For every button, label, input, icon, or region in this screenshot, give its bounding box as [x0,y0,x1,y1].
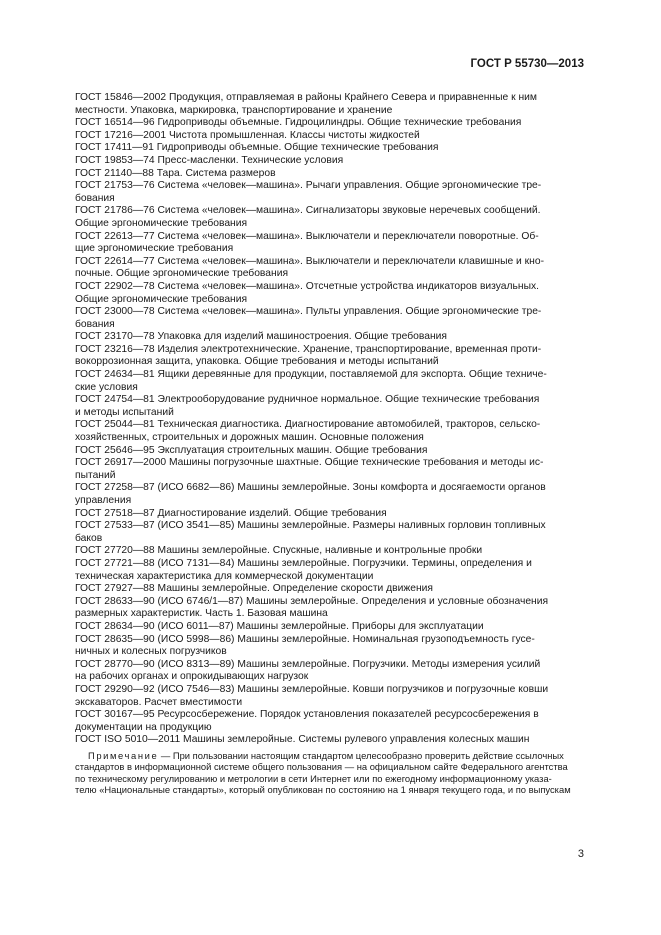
reference-entry-first-line: ГОСТ 22902—78 Система «человек—машина». Отсчетные устройства индикаторов визуальных. [75,280,540,292]
reference-entry [75,231,584,256]
reference-entry [75,734,584,747]
note-line: стандартов в информационной системе общего пользования — на официальном сайте Федерального агентства [75,761,568,773]
reference-entry-first-line: ГОСТ 21753—76 Система «человек—машина». Рычаги управления. Общие эргономические тре- [75,180,542,192]
reference-entry-first-line: ГОСТ 17411—91 Гидроприводы объемные. Общие технические требования [75,142,439,154]
reference-entry-first-line: ГОСТ 25646—95 Эксплуатация строительных машин. Общие требования [75,444,428,456]
reference-entry [75,558,584,583]
note-label: Примечание [88,750,159,761]
reference-entry-first-line: ГОСТ 28633—90 (ИСО 6746/1—87) Машины землеройные. Определения и условные обозначения [75,595,549,607]
reference-entry [75,180,584,205]
reference-entry-first-line: ГОСТ 28635—90 (ИСО 5998—86) Машины землеройные. Номинальная грузоподъемность гусе- [75,633,535,645]
reference-entry [75,168,584,181]
reference-entry-continuation: щие эргономические требования [75,243,234,255]
reference-entry [75,457,584,482]
reference-entry-first-line: ГОСТ 26917—2000 Машины погрузочные шахтные. Общие технические требования и методы ис- [75,457,544,469]
reference-entry [75,117,584,130]
reference-entry-first-line: ГОСТ 27720—88 Машины землеройные. Спускные, наливные и контрольные пробки [75,545,483,557]
reference-entry-continuation: экскаваторов. Расчет вместимости [75,696,243,708]
reference-entry [75,205,584,230]
reference-entry-first-line: ГОСТ 23000—78 Система «человек—машина». Пульты управления. Общие эргономические тре- [75,306,542,318]
reference-entry-first-line: ГОСТ 17216—2001 Чистота промышленная. Классы чистоты жидкостей [75,129,420,141]
reference-entry-continuation: на рабочих органах и опрокидывающих нагрузок [75,671,309,683]
reference-entry-first-line: ГОСТ 24754—81 Электрооборудование рудничное нормальное. Общие технические требования [75,394,540,406]
reference-entry-first-line: ГОСТ ISO 5010—2011 Машины землеройные. Системы рулевого управления колесных машин [75,734,530,746]
reference-entry-first-line: ГОСТ 27721—88 (ИСО 7131—84) Машины землеройные. Погрузчики. Термины, определения и [75,557,532,569]
reference-entry [75,634,584,659]
reference-entry-continuation: бования [75,192,115,204]
reference-entry-first-line: ГОСТ 22614—77 Система «человек—машина». Выключатели и переключатели клавишные и кно- [75,255,545,267]
reference-entry [75,659,584,684]
reference-entry [75,419,584,444]
reference-entry [75,369,584,394]
reference-entry-continuation: пытаний [75,469,116,481]
reference-entry-first-line: ГОСТ 23216—78 Изделия электротехнические. Хранение, транспортирование, временная проти- [75,343,542,355]
reference-entry [75,92,584,117]
reference-entry [75,142,584,155]
reference-entry-first-line: ГОСТ 27518—87 Диагностирование изделий. Общие требования [75,507,387,519]
reference-entry [75,306,584,331]
reference-entry [75,583,584,596]
reference-entry-first-line: ГОСТ 25044—81 Техническая диагностика. Диагностирование автомобилей, тракторов, сельско- [75,419,541,431]
reference-entry-continuation: техническая характеристика для коммерческой документации [75,570,374,582]
reference-entry-continuation: вокоррозионная защита, упаковка. Общие требования и методы испытаний [75,356,439,368]
reference-entry [75,709,584,734]
reference-entry-first-line: ГОСТ 27533—87 (ИСО 3541—85) Машины землеройные. Размеры наливных горловин топливных [75,520,546,532]
reference-entry-first-line: ГОСТ 27258—87 (ИСО 6682—86) Машины землеройные. Зоны комфорта и досягаемости органов [75,482,546,494]
reference-entry-continuation: почные. Общие эргономические требования [75,268,289,280]
reference-entry [75,520,584,545]
reference-entry [75,545,584,558]
reference-entry-first-line: ГОСТ 29290—92 (ИСО 7546—83) Машины землеройные. Ковши погрузчиков и погрузочные ковши [75,683,549,695]
reference-entry-first-line: ГОСТ 23170—78 Упаковка для изделий машиностроения. Общие требования [75,331,447,343]
reference-entry [75,684,584,709]
reference-entry-first-line: ГОСТ 22613—77 Система «человек—машина». Выключатели и переключатели поворотные. Об- [75,230,539,242]
reference-entry-continuation: хозяйственных, строительных и дорожных машин. Основные положения [75,432,424,444]
reference-entry-first-line: ГОСТ 19853—74 Пресс-масленки. Технические условия [75,154,344,166]
reference-entry [75,482,584,507]
note-first-text: — При пользовании настоящим стандартом целесообразно проверить действие ссылочных [158,750,564,761]
reference-entry-continuation: ничных и колесных погрузчиков [75,646,227,658]
reference-entry [75,508,584,521]
reference-entry [75,394,584,419]
reference-entry-first-line: ГОСТ 21140—88 Тара. Система размеров [75,167,276,179]
reference-entry [75,445,584,458]
reference-entry [75,331,584,344]
reference-entry-continuation: документации на продукцию [75,721,212,733]
reference-entry-first-line: ГОСТ 27927—88 Машины землеройные. Определение скорости движения [75,583,434,595]
reference-entry-first-line: ГОСТ 30167—95 Ресурсосбережение. Порядок установления показателей ресурсосбережения в [75,709,539,721]
reference-entry-first-line: ГОСТ 15846—2002 Продукция, отправляемая в районы Крайнего Севера и приравненные к ним [75,92,537,103]
reference-entry [75,155,584,168]
page-number: 3 [577,848,584,860]
reference-entry-first-line: ГОСТ 28634—90 (ИСО 6011—87) Машины землеройные. Приборы для эксплуатации [75,620,484,632]
reference-entry-continuation: размерных характеристик. Часть 1. Базовая машина [75,608,328,620]
reference-entry-continuation: Общие эргономические требования [75,217,248,229]
reference-entry [75,130,584,143]
reference-entry [75,596,584,621]
reference-entry-continuation: управления [75,495,132,506]
reference-entry-first-line: ГОСТ 24634—81 Ящики деревянные для продукции, поставляемой для экспорта. Общие техниче- [75,369,547,381]
note-first-line [75,750,584,761]
note-line: телю «Национальные стандарты», который опубликован по состоянию на 1 января текущего года, и по выпускам [75,783,571,795]
reference-entry-continuation: ские условия [75,381,138,393]
reference-entry-first-line: ГОСТ 21786—76 Система «человек—машина». Сигнализаторы звуковые неречевых сообщений. [75,205,541,217]
reference-entry-first-line: ГОСТ 28770—90 (ИСО 8313—89) Машины землеройные. Погрузчики. Методы измерения усилий [75,658,541,670]
reference-entry-continuation: Общие эргономические требования [75,293,248,305]
reference-entry-first-line: ГОСТ 16514—96 Гидроприводы объемные. Гидроцилиндры. Общие технические требования [75,117,522,129]
references-list [75,92,584,747]
note-line: по техническому регулированию и метрологии в сети Интернет или по ежегодному информационному указа- [75,772,552,784]
note-block [75,750,584,795]
document-header: ГОСТ Р 55730—2013 [470,58,584,70]
reference-entry [75,621,584,634]
reference-entry-continuation: местности. Упаковка, маркировка, транспортирование и хранение [75,104,393,116]
reference-entry-continuation: и методы испытаний [75,406,174,418]
reference-entry [75,256,584,281]
reference-entry [75,344,584,369]
reference-entry-continuation: бования [75,318,115,330]
reference-entry [75,281,584,306]
reference-entry-continuation: баков [75,532,103,544]
